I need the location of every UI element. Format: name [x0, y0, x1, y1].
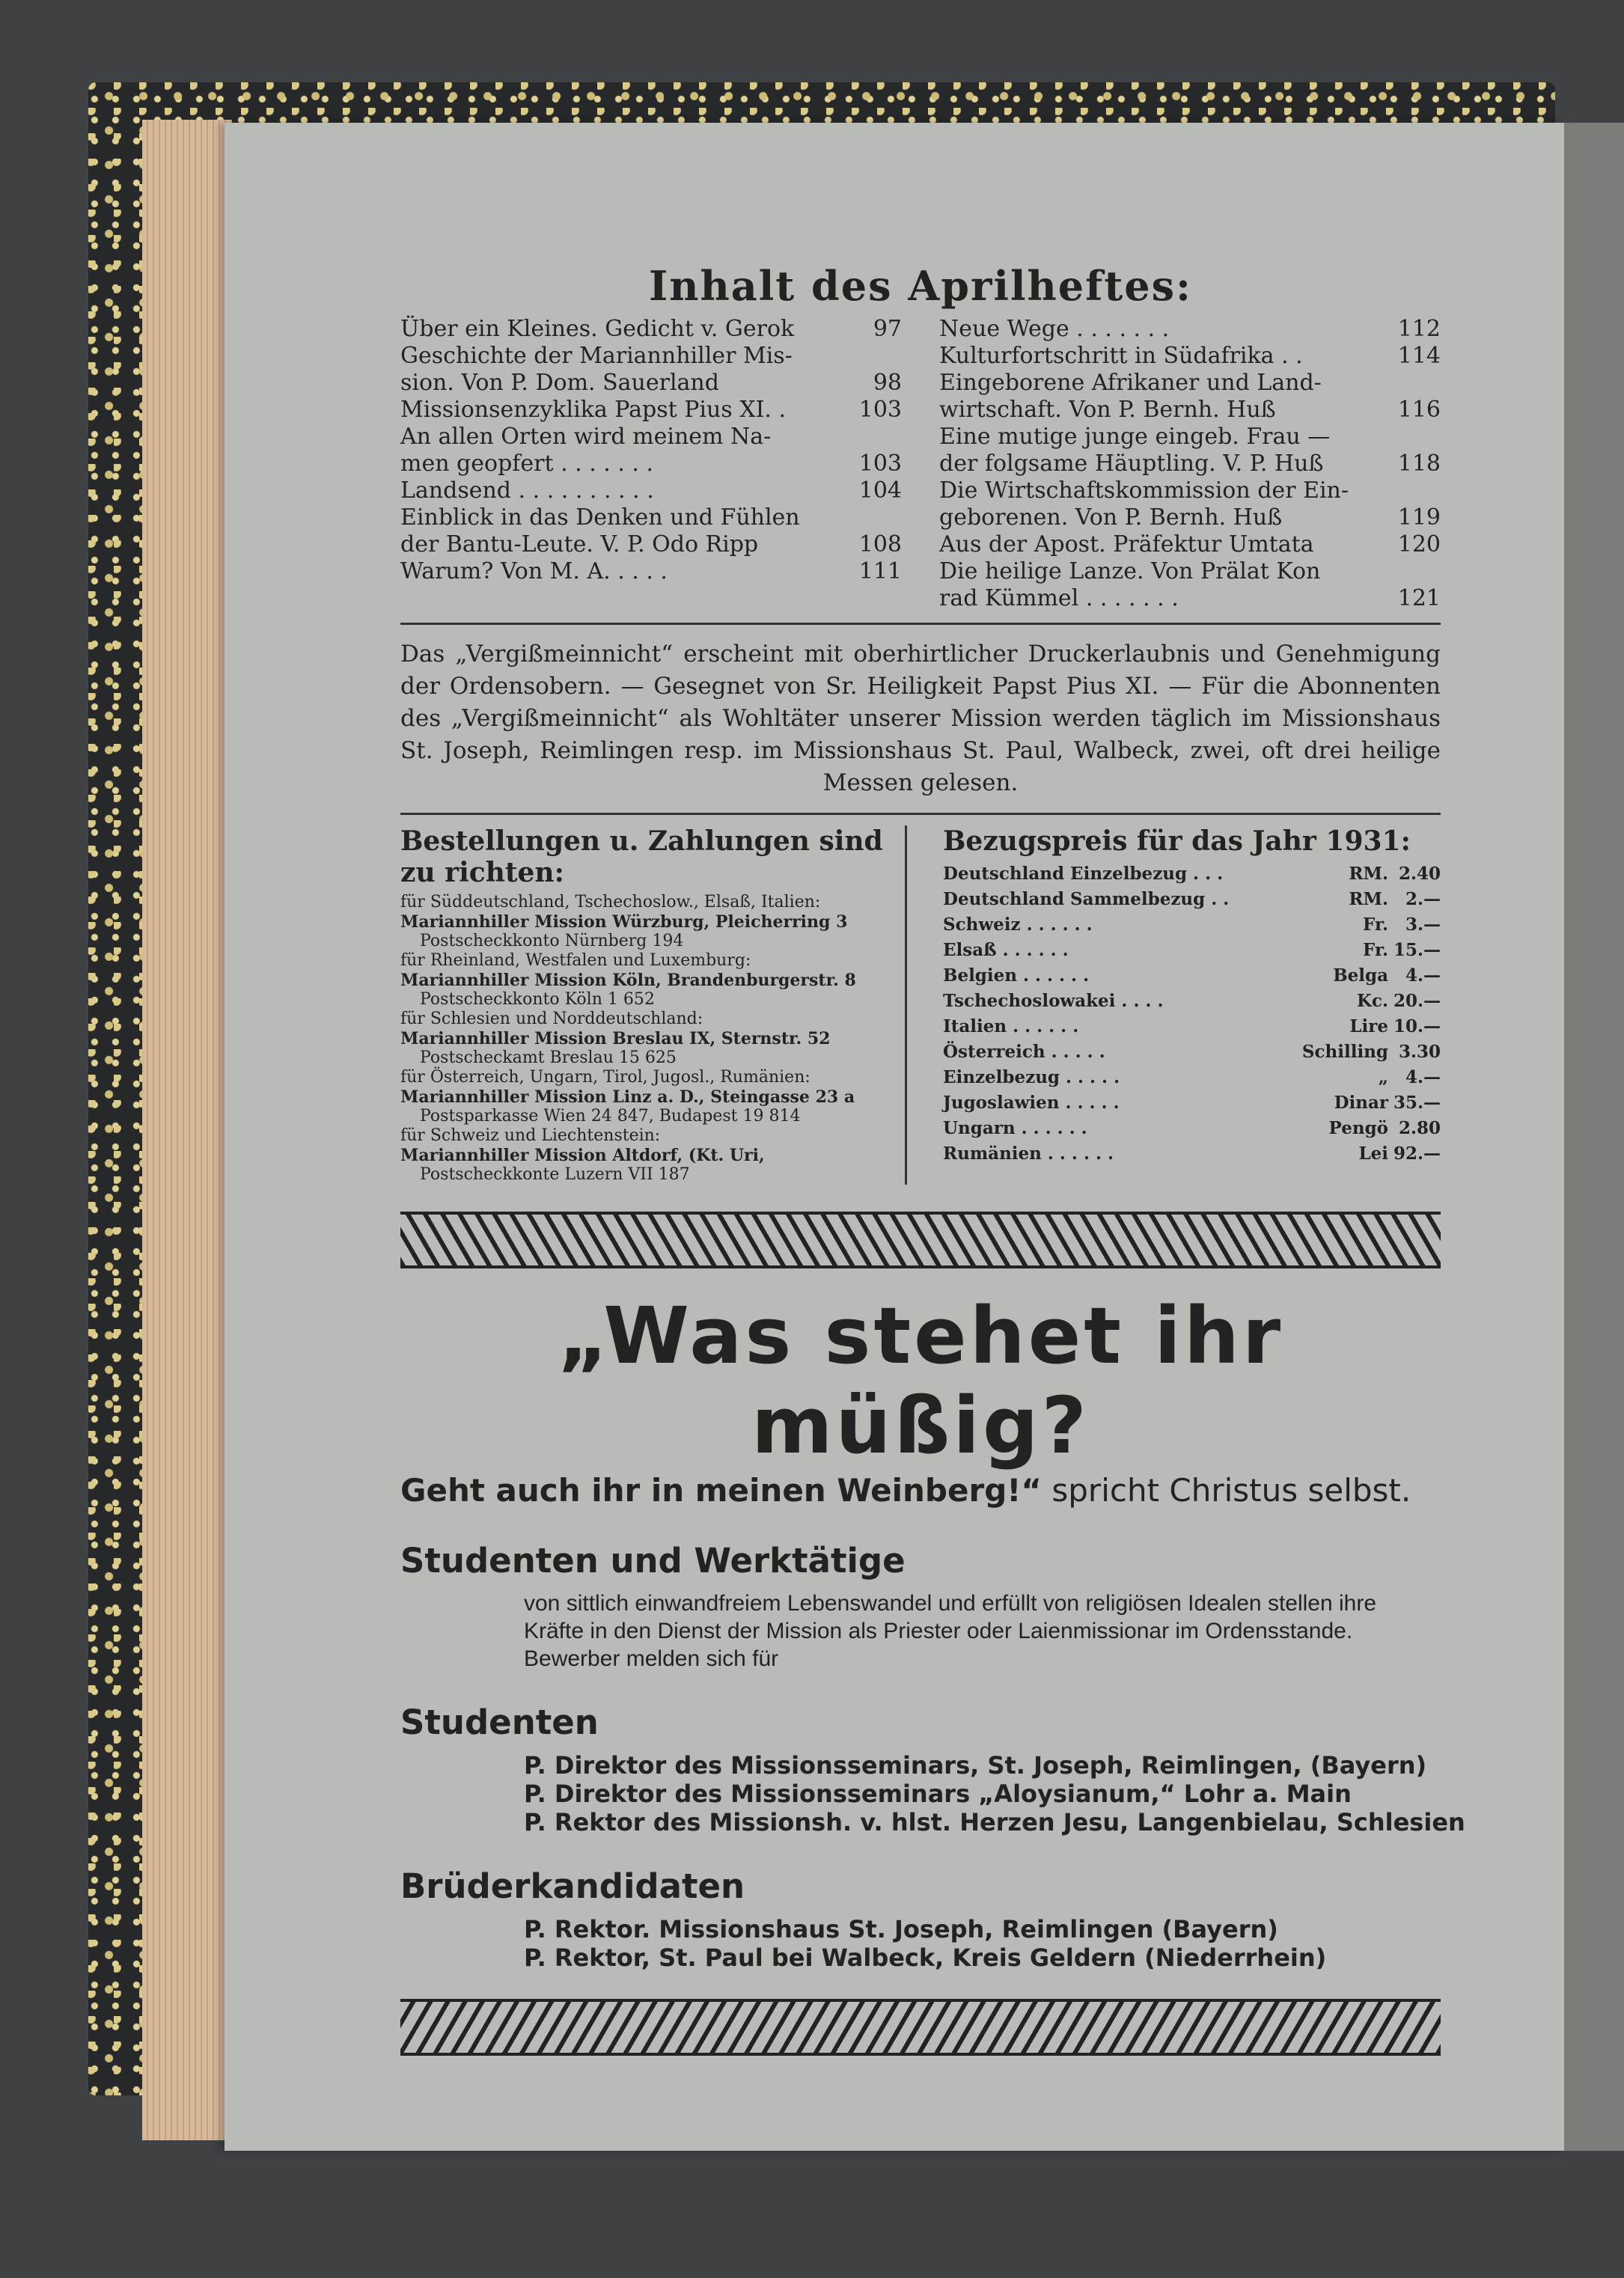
- toc-entry-page: 112: [1397, 316, 1441, 342]
- section-text-students-workers: von sittlich einwandfreiem Lebenswandel und erfüllt von religiösen Idealen stellen ihre Kräfte in den Dienst der Mission als Priester oder Laienmissionar im Ordensstande. Bewerber melden sich für: [524, 1591, 1377, 1671]
- toc-entry-title: Geschichte der Mariannhiller Mis-: [400, 343, 793, 369]
- toc-entry-title: An allen Orten wird meinem Na-: [400, 424, 772, 450]
- price-row: [943, 989, 1441, 1014]
- toc-entry-title: wirtschaft. Von P. Bernh. Huß: [939, 397, 1276, 423]
- publication-notice: Das „Vergißmeinnicht“ erscheint mit oberhirtlicher Druckerlaubnis und Genehmigung der Ordensobern. — Gesegnet von Sr. Heiligkeit Papst Pius XI. — Für die Abonnenten des „Vergißmeinnicht“ als Wohltäter unserer Mission werden täglich im Missionshaus St. Joseph, Reimlingen resp. im Missionshaus St. Paul, Walbeck, zwei, oft drei heilige Messen gelesen.: [400, 641, 1441, 796]
- price-currency: Fr.: [1363, 940, 1388, 960]
- orders-column: [400, 825, 907, 1185]
- toc-entry-title: Die Wirtschaftskommission der Ein-: [939, 477, 1349, 504]
- orders-and-prices: [400, 825, 1441, 1185]
- price-country: Österreich . . . . .: [943, 1042, 1105, 1062]
- divider: [400, 623, 1441, 625]
- toc-entry-page: 119: [1397, 504, 1441, 531]
- toc-entry-title: Eingeborene Afrikaner und Land-: [939, 370, 1322, 396]
- toc-entry: [400, 504, 902, 531]
- orders-heading: Bestellungen u. Zahlungen sind zu richten:: [400, 825, 883, 888]
- toc-entry: [939, 558, 1441, 585]
- section-heading-students-workers: Studenten und Werktätige: [400, 1541, 906, 1581]
- prices-column: [943, 825, 1441, 1185]
- order-region: für Schlesien und Norddeutschland:: [400, 1010, 703, 1028]
- orders-list: [400, 893, 894, 1185]
- toc-entry: [400, 370, 902, 397]
- toc-entry-page: 103: [858, 451, 902, 477]
- divider: [400, 813, 1441, 815]
- price-value: 2.40: [1398, 864, 1441, 884]
- toc-entry-page: 118: [1397, 451, 1441, 477]
- address-line: P. Rektor. Missionshaus St. Joseph, Reimlingen (Bayern): [524, 1915, 1278, 1943]
- ad-headline: „Was stehet ihr müßig?: [557, 1290, 1284, 1471]
- toc-entry-title: Kulturfortschritt in Südafrika . .: [939, 343, 1303, 369]
- price-country: Elsaß . . . . . .: [943, 940, 1069, 960]
- price-row: [943, 887, 1441, 912]
- toc-entry-title: Neue Wege . . . . . . .: [939, 316, 1170, 342]
- table-of-contents: [400, 316, 1441, 612]
- order-account: Postscheckamt Breslau 15 625: [420, 1048, 677, 1067]
- section-heading-students: Studenten: [400, 1703, 599, 1742]
- toc-entry: [400, 424, 902, 451]
- order-address: Mariannhiller Mission Köln, Brandenburgerstr. 8: [400, 971, 856, 990]
- toc-entry-title: der folgsame Häuptling. V. P. Huß: [939, 451, 1324, 477]
- price-country: Jugoslawien . . . . .: [943, 1093, 1120, 1113]
- price-row: [943, 1065, 1441, 1090]
- toc-entry-page: 111: [858, 558, 902, 584]
- order-account: Postscheckkonto Nürnberg 194: [420, 932, 684, 950]
- toc-entry: [400, 558, 902, 585]
- toc-entry-page: 98: [873, 370, 902, 396]
- ad-subline: [400, 1471, 1441, 1511]
- next-page-edge: [1557, 123, 1624, 2151]
- price-value: 4.—: [1405, 1067, 1441, 1087]
- price-row: [943, 1014, 1441, 1039]
- price-country: Deutschland Einzelbezug . . .: [943, 864, 1224, 884]
- toc-entry-title: Die heilige Lanze. Von Prälat Kon: [939, 558, 1321, 584]
- order-address: Mariannhiller Mission Breslau IX, Sternstr. 52: [400, 1029, 831, 1048]
- order-address: Mariannhiller Mission Würzburg, Pleicherring 3: [400, 912, 848, 932]
- toc-entry-title: sion. Von P. Dom. Sauerland: [400, 370, 719, 396]
- ad-subline-bold: Geht auch ihr in meinen Weinberg!“: [400, 1472, 1043, 1509]
- toc-entry-title: Warum? Von M. A. . . . .: [400, 558, 668, 584]
- price-value: 92.—: [1393, 1143, 1441, 1164]
- price-currency: Lei: [1358, 1143, 1388, 1164]
- price-value: 2.—: [1405, 889, 1441, 909]
- price-value: 20.—: [1393, 991, 1441, 1011]
- toc-entry-title: rad Kümmel . . . . . . .: [939, 585, 1179, 611]
- toc-right-column: [939, 316, 1441, 612]
- toc-entry-page: 108: [858, 531, 902, 558]
- price-list: [943, 861, 1441, 1167]
- toc-entry: [939, 343, 1441, 370]
- order-region: für Süddeutschland, Tschechoslow., Elsaß, Italien:: [400, 893, 821, 911]
- address-line: P. Rektor, St. Paul bei Walbeck, Kreis Geldern (Niederrhein): [524, 1943, 1327, 1972]
- toc-entry-title: Aus der Apost. Präfektur Umtata: [939, 531, 1314, 558]
- price-country: Schweiz . . . . . .: [943, 914, 1093, 935]
- price-value: 2.80: [1398, 1118, 1441, 1138]
- price-row: [943, 963, 1441, 989]
- page-content: [400, 262, 1465, 2078]
- toc-left-column: [400, 316, 902, 612]
- ad-subline-rest: spricht Christus selbst.: [1051, 1472, 1411, 1509]
- order-region: für Rheinland, Westfalen und Luxemburg:: [400, 951, 751, 970]
- price-country: Ungarn . . . . . .: [943, 1118, 1087, 1138]
- price-country: Einzelbezug . . . . .: [943, 1067, 1120, 1087]
- price-row: [943, 1116, 1441, 1141]
- price-country: Italien . . . . . .: [943, 1016, 1079, 1036]
- order-account: Postscheckkonte Luzern VII 187: [420, 1165, 690, 1184]
- order-region: für Schweiz und Liechtenstein:: [400, 1126, 661, 1145]
- price-country: Tschechoslowakei . . . .: [943, 991, 1164, 1011]
- toc-entry: [400, 477, 902, 504]
- price-currency: Belga: [1333, 965, 1388, 986]
- price-currency: RM.: [1349, 889, 1388, 909]
- toc-entry: [939, 585, 1441, 612]
- price-value: 3.—: [1405, 914, 1441, 935]
- toc-entry-page: 120: [1397, 531, 1441, 558]
- price-value: 35.—: [1393, 1093, 1441, 1113]
- ornamental-band: [400, 1999, 1441, 2056]
- toc-entry: [400, 451, 902, 477]
- price-value: 3.30: [1398, 1042, 1441, 1062]
- price-currency: Dinar: [1334, 1093, 1388, 1113]
- toc-entry-title: Landsend . . . . . . . . . .: [400, 477, 654, 504]
- toc-entry: [939, 504, 1441, 531]
- order-address: Mariannhiller Mission Altdorf, (Kt. Uri,: [400, 1146, 765, 1165]
- toc-entry: [939, 370, 1441, 397]
- order-account: Postscheckkonto Köln 1 652: [420, 990, 655, 1009]
- address-line: P. Direktor des Missionsseminars „Aloysianum,“ Lohr a. Main: [524, 1780, 1352, 1808]
- toc-entry-title: der Bantu-Leute. V. P. Odo Ripp: [400, 531, 759, 558]
- price-currency: Pengö: [1328, 1118, 1388, 1138]
- price-row: [943, 1141, 1441, 1167]
- toc-entry-title: Eine mutige junge eingeb. Frau —: [939, 424, 1331, 450]
- price-currency: RM.: [1349, 864, 1388, 884]
- price-country: Belgien . . . . . .: [943, 965, 1090, 986]
- toc-entry: [400, 316, 902, 343]
- toc-entry: [400, 531, 902, 558]
- toc-entry-title: Über ein Kleines. Gedicht v. Gerok: [400, 316, 795, 342]
- price-value: 4.—: [1405, 965, 1441, 986]
- toc-entry-title: men geopfert . . . . . . .: [400, 451, 654, 477]
- toc-entry: [939, 424, 1441, 451]
- toc-entry-page: 121: [1397, 585, 1441, 611]
- price-row: [943, 912, 1441, 938]
- price-row: [943, 1090, 1441, 1116]
- price-currency: Schilling: [1301, 1042, 1388, 1062]
- price-value: 15.—: [1393, 940, 1441, 960]
- price-row: [943, 938, 1441, 963]
- toc-entry: [939, 531, 1441, 558]
- price-currency: „: [1378, 1067, 1388, 1087]
- address-line: P. Direktor des Missionsseminars, St. Joseph, Reimlingen, (Bayern): [524, 1751, 1427, 1780]
- toc-entry: [939, 397, 1441, 424]
- toc-entry: [939, 477, 1441, 504]
- price-value: 10.—: [1393, 1016, 1441, 1036]
- toc-entry: [400, 343, 902, 370]
- toc-entry: [400, 397, 902, 424]
- ornamental-band: [400, 1212, 1441, 1268]
- price-row: [943, 861, 1441, 887]
- toc-title: Inhalt des Aprilheftes:: [649, 262, 1192, 310]
- order-address: Mariannhiller Mission Linz a. D., Steingasse 23 a: [400, 1087, 855, 1107]
- toc-entry-title: Missionsenzyklika Papst Pius XI. .: [400, 397, 787, 423]
- toc-entry: [939, 451, 1441, 477]
- order-account: Postsparkasse Wien 24 847, Budapest 19 814: [420, 1107, 801, 1126]
- toc-entry-page: 104: [858, 477, 902, 504]
- prices-heading: Bezugspreis für das Jahr 1931:: [943, 825, 1411, 857]
- address-line: P. Rektor des Missionsh. v. hlst. Herzen Jesu, Langenbielau, Schlesien: [524, 1808, 1465, 1836]
- order-region: für Österreich, Ungarn, Tirol, Jugosl., Rumänien:: [400, 1068, 811, 1087]
- toc-entry-page: 103: [858, 397, 902, 423]
- toc-entry-page: 114: [1397, 343, 1441, 369]
- price-currency: Fr.: [1363, 914, 1388, 935]
- page-edges: [142, 120, 232, 2140]
- price-row: [943, 1039, 1441, 1065]
- price-currency: Kc.: [1356, 991, 1388, 1011]
- section-heading-brothers: Brüderkandidaten: [400, 1866, 745, 1906]
- toc-entry-page: 97: [873, 316, 902, 342]
- toc-entry-title: geborenen. Von P. Bernh. Huß: [939, 504, 1283, 531]
- toc-entry-page: 116: [1397, 397, 1441, 423]
- price-country: Deutschland Sammelbezug . .: [943, 889, 1230, 909]
- price-currency: Lire: [1349, 1016, 1388, 1036]
- toc-entry: [939, 316, 1441, 343]
- price-country: Rumänien . . . . . .: [943, 1143, 1114, 1164]
- toc-entry-title: Einblick in das Denken und Fühlen: [400, 504, 800, 531]
